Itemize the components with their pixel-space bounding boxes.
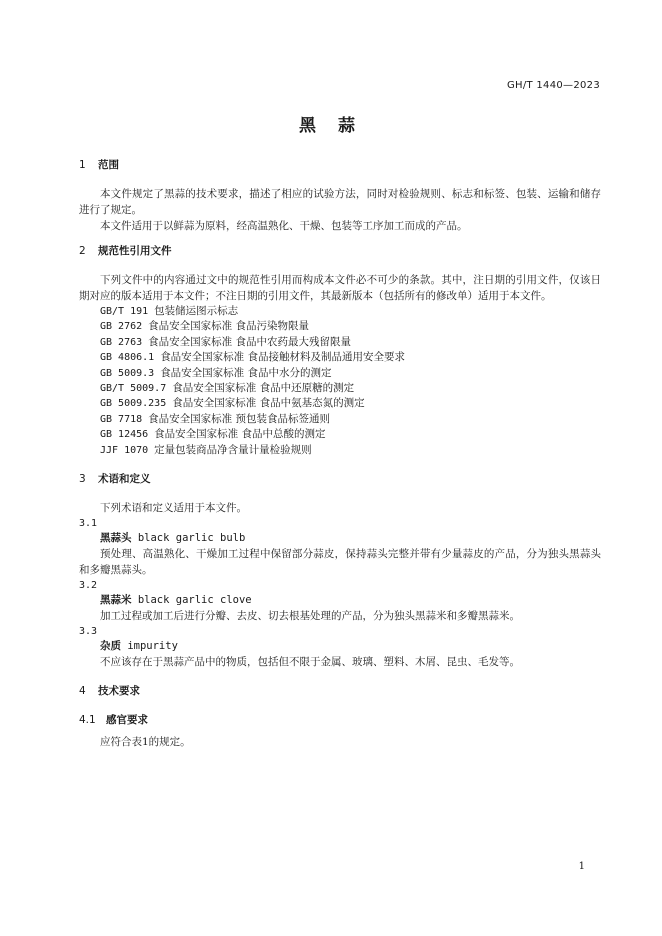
section-title: 范围: [98, 159, 119, 171]
reference-code: GB 4806.1: [100, 352, 155, 364]
reference-item: [79, 396, 601, 411]
term-name-en: black garlic bulb: [137, 532, 246, 545]
section-title: 术语和定义: [98, 473, 151, 486]
section-1-heading: [79, 157, 601, 173]
term-number: 3.1: [79, 518, 98, 530]
section-number: 4: [79, 685, 86, 698]
reference-name: 包装储运图示标志: [154, 305, 239, 317]
term-definition: 不应该存在于黑蒜产品中的物质，包括但不限于金属、玻璃、塑料、木屑、昆虫、毛发等。: [100, 656, 520, 669]
section-3-heading: [79, 471, 601, 487]
term-entry: [79, 624, 601, 670]
reference-code: GB 7718: [100, 413, 143, 425]
reference-name: 食品安全国家标准 食品中氨基态氮的测定: [172, 397, 365, 410]
paragraph: 下列文件中的内容通过文中的规范性引用而构成本文件必不可少的条款。其中，注日期的引用文件，仅该日期对应的版本适用于本文件；不注日期的引用文件，其最新版本（包括所有的修改单）适用于本文件。: [79, 274, 601, 302]
document-code: GH/T 1440—2023: [506, 80, 600, 91]
paragraph: 下列术语和定义适用于本文件。: [100, 502, 247, 515]
reference-item: [79, 319, 601, 334]
reference-code: GB 12456: [100, 429, 149, 441]
reference-item: [79, 366, 601, 381]
term-entry: [79, 516, 601, 578]
reference-name: 食品安全国家标准 食品中总酸的测定: [154, 428, 326, 441]
reference-name: 食品安全国家标准 食品接触材料及制品通用安全要求: [160, 351, 406, 364]
subsection-4-1-heading: [79, 712, 601, 728]
document-body: [79, 157, 601, 750]
section-number: 3: [79, 473, 86, 486]
reference-item: [79, 350, 601, 365]
paragraph: 本文件规定了黑蒜的技术要求，描述了相应的试验方法，同时对检验规则、标志和标签、包装、运输和储存进行了规定。: [79, 188, 601, 216]
paragraph: 应符合表1的规定。: [100, 736, 191, 749]
term-entry: [79, 578, 601, 624]
reference-code: GB/T 5009.7: [100, 383, 167, 395]
reference-item: [79, 427, 601, 442]
document-title: 黑 蒜: [299, 116, 363, 136]
subsection-number: 4.1: [79, 714, 96, 727]
term-number: 3.2: [79, 580, 98, 592]
reference-code: GB 5009.3: [100, 367, 155, 379]
reference-item: [79, 412, 601, 427]
section-number: 1: [79, 159, 86, 171]
term-definition: 加工过程或加工后进行分瓣、去皮、切去根基处理的产品，分为独头黑蒜米和多瓣黑蒜米。: [100, 610, 520, 623]
section-2-heading: [79, 243, 601, 259]
reference-list: [79, 304, 601, 458]
section-4-heading: [79, 683, 601, 699]
section-title: 技术要求: [98, 685, 140, 698]
term-name: [79, 531, 601, 546]
reference-item: [79, 304, 601, 319]
reference-name: 食品安全国家标准 食品中水分的测定: [160, 366, 332, 379]
term-name-en: impurity: [127, 640, 178, 653]
reference-item: [79, 381, 601, 396]
reference-item: [79, 335, 601, 350]
paragraph: 本文件适用于以鲜蒜为原料，经高温熟化、干燥、包装等工序加工而成的产品。: [100, 220, 468, 232]
term-number: 3.3: [79, 626, 98, 638]
reference-code: GB 5009.235: [100, 398, 167, 410]
term-name: [79, 593, 601, 608]
term-name: [79, 639, 601, 654]
reference-name: 食品安全国家标准 食品污染物限量: [148, 320, 309, 333]
term-name-cn: 黑蒜米: [100, 594, 132, 607]
page-number: 1: [578, 861, 585, 872]
subsection-title: 感官要求: [106, 714, 148, 727]
reference-code: JJF 1070: [100, 444, 149, 456]
reference-name: 定量包装商品净含量计量检验规则: [154, 443, 312, 456]
reference-name: 食品安全国家标准 食品中农药最大残留限量: [148, 335, 351, 348]
reference-code: GB 2763: [100, 336, 143, 348]
section-title: 规范性引用文件: [98, 245, 172, 257]
reference-name: 食品安全国家标准 预包装食品标签通则: [148, 412, 330, 425]
reference-name: 食品安全国家标准 食品中还原糖的测定: [172, 382, 355, 395]
section-number: 2: [79, 245, 86, 257]
reference-code: GB 2762: [100, 321, 143, 333]
reference-code: GB/T 191: [100, 306, 149, 317]
reference-item: [79, 443, 601, 458]
term-name-cn: 杂质: [100, 640, 121, 653]
term-name-en: black garlic clove: [137, 594, 252, 607]
term-name-cn: 黑蒜头: [100, 532, 132, 545]
term-definition: 预处理、高温熟化、干燥加工过程中保留部分蒜皮，保持蒜头完整并带有少量蒜皮的产品，分为独头黑蒜头和多瓣黑蒜头。: [79, 548, 601, 577]
